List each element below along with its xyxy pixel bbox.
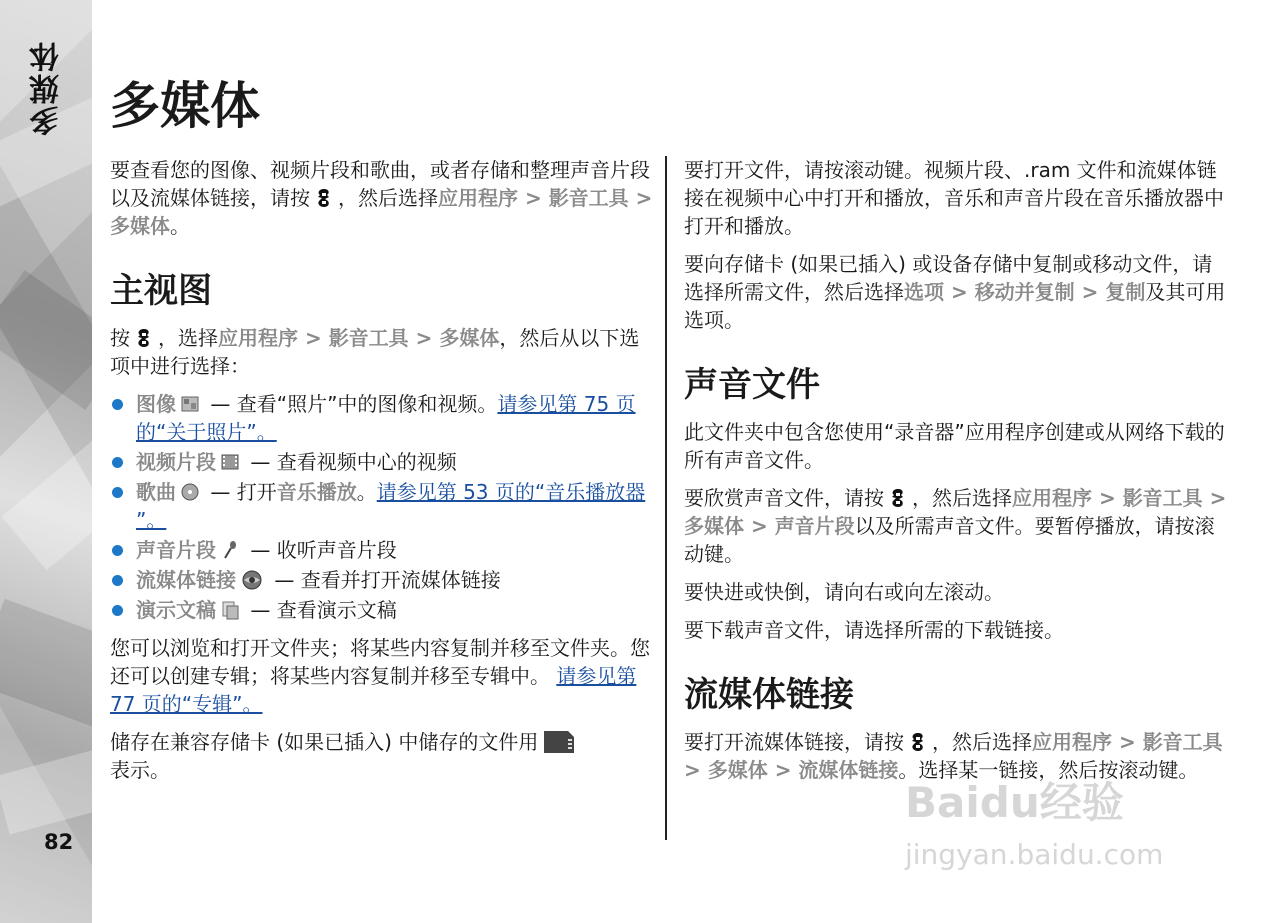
column-divider bbox=[665, 156, 667, 840]
option-list bbox=[110, 390, 655, 624]
sound-paragraph-2: 要欣赏声音文件，请按 ，然后选择应用程序 > 影音工具 > 多媒体 > 声音片段以及所需声音文件。要暂停播放，请按滚动键。 bbox=[684, 486, 1227, 566]
main-view-paragraph: 按 ，选择应用程序 > 影音工具 > 多媒体，然后从以下选项中进行选择： bbox=[110, 326, 640, 378]
video-clip-icon bbox=[220, 451, 240, 473]
watermark-logo: Baidu经验 bbox=[905, 778, 1124, 827]
menu-key-icon bbox=[908, 731, 928, 753]
bullet bbox=[112, 545, 123, 556]
left-column bbox=[110, 156, 655, 794]
browse-paragraph: 您可以浏览和打开文件夹；将某些内容复制并移至文件夹。您还可以创建专辑；将某些内容复制并移至专辑中。 请参见第 77 页的“专辑”。 bbox=[110, 636, 650, 716]
sound-paragraph-4: 要下载声音文件，请选择所需的下载链接。 bbox=[684, 618, 1064, 642]
list-item: 视频片段 — 查看视频中心的视频 bbox=[110, 448, 655, 476]
bullet bbox=[112, 605, 123, 616]
bullet bbox=[112, 575, 123, 586]
copy-paragraph: 要向存储卡 (如果已插入) 或设备存储中复制或移动文件，请选择所需文件，然后选择选项 > 移动并复制 > 复制及其可用选项。 bbox=[684, 252, 1226, 332]
page-title: 多媒体 bbox=[110, 77, 260, 135]
microphone-icon bbox=[220, 539, 240, 561]
memory-card-icon bbox=[542, 729, 576, 755]
bullet bbox=[112, 457, 123, 468]
streaming-globe-icon bbox=[240, 569, 264, 591]
page-number: 82 bbox=[44, 830, 74, 854]
list-item: 演示文稿 — 查看演示文稿 bbox=[110, 596, 655, 624]
link-about-photos[interactable]: 请参见第 75 页的“关于照片”。 bbox=[136, 392, 636, 444]
storage-paragraph: 储存在兼容存储卡 (如果已插入) 中储存的文件用 表示。 bbox=[110, 728, 655, 784]
heading-sound-files: 声音文件 bbox=[684, 365, 820, 405]
right-column bbox=[684, 156, 1229, 794]
list-item: 声音片段 — 收听声音片段 bbox=[110, 536, 655, 564]
watermark-url: jingyan.baidu.com bbox=[905, 838, 1164, 871]
open-paragraph: 要打开文件，请按滚动键。视频片段、.ram 文件和流媒体链接在视频中心中打开和播放，音乐和声音片段在音乐播放器中打开和播放。 bbox=[684, 158, 1224, 238]
intro-paragraph: 要查看您的图像、视频片段和歌曲，或者存储和整理声音片段以及流媒体链接，请按 ，然后选择应用程序 > 影音工具 > 多媒体。 bbox=[110, 158, 653, 238]
sound-paragraph-1: 此文件夹中包含您使用“录音器”应用程序创建或从网络下载的所有声音文件。 bbox=[684, 420, 1225, 472]
image-icon bbox=[180, 393, 200, 415]
stream-paragraph: 要打开流媒体链接，请按 ，然后选择应用程序 > 影音工具 > 多媒体 > 流媒体链接。选择某一链接，然后按滚动键。 bbox=[684, 730, 1223, 782]
heading-main-view: 主视图 bbox=[110, 271, 212, 311]
link-albums[interactable]: 请参见第 77 页的“专辑”。 bbox=[110, 664, 637, 716]
bullet bbox=[112, 487, 123, 498]
bullet bbox=[112, 399, 123, 410]
music-disc-icon bbox=[180, 481, 200, 503]
list-item: 歌曲 — 打开音乐播放。请参见第 53 页的“音乐播放器 ”。 bbox=[110, 478, 655, 534]
list-item: 流媒体链接 — 查看并打开流媒体链接 bbox=[110, 566, 655, 594]
link-music-player[interactable]: 请参见第 53 页的“音乐播放器 ”。 bbox=[136, 480, 646, 532]
heading-streaming-links: 流媒体链接 bbox=[684, 675, 854, 715]
sidebar-band bbox=[0, 0, 92, 923]
menu-key-icon bbox=[888, 487, 908, 509]
sidebar-title: 多媒体 bbox=[30, 40, 65, 136]
menu-key-icon bbox=[314, 187, 334, 209]
sound-paragraph-3: 要快进或快倒，请向右或向左滚动。 bbox=[684, 580, 1004, 604]
list-item: 图像 — 查看“照片”中的图像和视频。请参见第 75 页的“关于照片”。 bbox=[110, 390, 655, 446]
menu-key-icon bbox=[134, 327, 154, 349]
presentation-icon bbox=[220, 599, 240, 621]
